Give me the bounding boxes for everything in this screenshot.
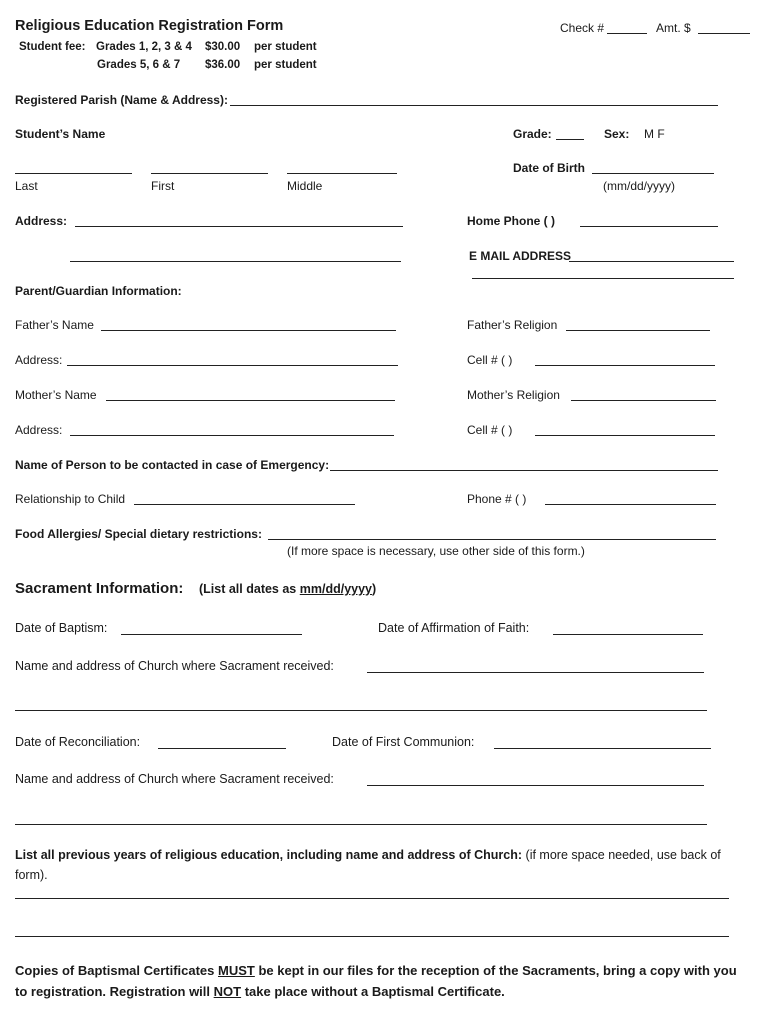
fee-unit-2: per student [254,59,317,71]
mother-name-field[interactable] [106,400,395,401]
student-address-label: Address: [15,214,68,228]
church-field-1b[interactable] [15,710,707,711]
fee-unit-1: per student [254,41,317,53]
baptism-date-field[interactable] [121,634,302,635]
allergies-label: Food Allergies/ Special dietary restrictions: [15,527,262,541]
sex-label: Sex: [604,127,630,141]
previous-education-field-1[interactable] [15,898,729,899]
dob-label: Date of Birth [513,161,585,175]
sacrament-instruction: (List all dates as mm/dd/yyyy) [199,582,377,596]
student-name-label: Student’s Name [15,127,106,141]
fee-label: Student fee: [19,41,86,53]
fee-grades-2: Grades 5, 6 & 7 [97,59,181,71]
emergency-phone-label: Phone # ( ) [467,492,527,506]
mother-address-field[interactable] [70,435,394,436]
communion-date-label: Date of First Communion: [332,735,475,749]
fee-grades-1: Grades 1, 2, 3 & 4 [96,41,192,53]
reconciliation-date-label: Date of Reconciliation: [15,735,141,749]
check-number-field[interactable] [607,33,647,34]
first-name-caption: First [151,179,175,193]
father-cell-field[interactable] [535,365,715,366]
church-field-1[interactable] [367,672,704,673]
amount-label: Amt. $ [656,21,691,35]
affirmation-date-label: Date of Affirmation of Faith: [378,621,530,635]
reconciliation-date-field[interactable] [158,748,286,749]
not-emphasis: NOT [213,984,242,999]
mother-religion-field[interactable] [571,400,716,401]
relationship-label: Relationship to Child [15,492,126,506]
previous-education-field-2[interactable] [15,936,729,937]
affirmation-date-field[interactable] [553,634,703,635]
grade-field[interactable] [556,139,584,140]
father-cell-label: Cell # ( ) [467,353,513,367]
father-name-field[interactable] [101,330,396,331]
previous-education-label: List all previous years of religious education, including name and address of Church: (if more space needed, use back of form). [15,848,721,882]
parish-field[interactable] [230,105,718,106]
emergency-phone-field[interactable] [545,504,716,505]
father-name-label: Father’s Name [15,318,94,332]
student-address-field-1[interactable] [75,226,403,227]
fee-price-1: $30.00 [205,41,241,53]
email-field-2[interactable] [472,278,734,279]
allergies-field[interactable] [268,539,716,540]
relationship-field[interactable] [134,504,355,505]
date-format: mm/dd/yyyy [299,582,373,596]
dob-format: (mm/dd/yyyy) [603,179,675,193]
dob-field[interactable] [592,173,714,174]
sacrament-heading: Sacrament Information: [15,580,184,597]
father-address-field[interactable] [67,365,398,366]
mother-cell-field[interactable] [535,435,715,436]
middle-name-field[interactable] [287,173,397,174]
fee-price-2: $36.00 [205,59,241,71]
last-name-caption: Last [15,179,38,193]
last-name-field[interactable] [15,173,132,174]
father-religion-label: Father’s Religion [467,318,558,332]
church-label-1: Name and address of Church where Sacrament received: [15,659,334,673]
amount-field[interactable] [698,33,750,34]
allergies-note: (If more space is necessary, use other side of this form.) [287,544,585,558]
emergency-contact-field[interactable] [330,470,718,471]
father-address-label: Address: [15,353,63,367]
grade-label: Grade: [513,127,552,141]
form-title: Religious Education Registration Form [15,18,284,34]
mother-religion-label: Mother’s Religion [467,388,560,402]
mother-address-label: Address: [15,423,63,437]
guardian-heading: Parent/Guardian Information: [15,284,182,298]
must-emphasis: MUST [218,963,255,978]
mother-cell-label: Cell # ( ) [467,423,513,437]
baptismal-certificate-notice: Copies of Baptismal Certificates MUST be kept in our files for the reception of the Sacraments, bring a copy with you to registration. Registration will NOT take place without a Baptismal Certificate. [15,963,737,999]
email-field-1[interactable] [569,261,734,262]
previous-education-note: (if more space needed, use back of form). [15,848,721,882]
emergency-contact-label: Name of Person to be contacted in case of Emergency: [15,458,330,472]
church-field-2b[interactable] [15,824,707,825]
communion-date-field[interactable] [494,748,711,749]
baptism-date-label: Date of Baptism: [15,621,108,635]
church-field-2[interactable] [367,785,704,786]
sex-options[interactable]: M F [644,127,665,141]
mother-name-label: Mother’s Name [15,388,97,402]
home-phone-field[interactable] [580,226,718,227]
parish-label: Registered Parish (Name & Address): [15,93,228,107]
church-label-2: Name and address of Church where Sacrament received: [15,772,334,786]
home-phone-label: Home Phone ( ) [467,214,556,228]
email-label: E MAIL ADDRESS [469,249,572,263]
check-label: Check # [560,21,605,35]
middle-name-caption: Middle [287,179,323,193]
first-name-field[interactable] [151,173,268,174]
father-religion-field[interactable] [566,330,710,331]
student-address-field-2[interactable] [70,261,401,262]
